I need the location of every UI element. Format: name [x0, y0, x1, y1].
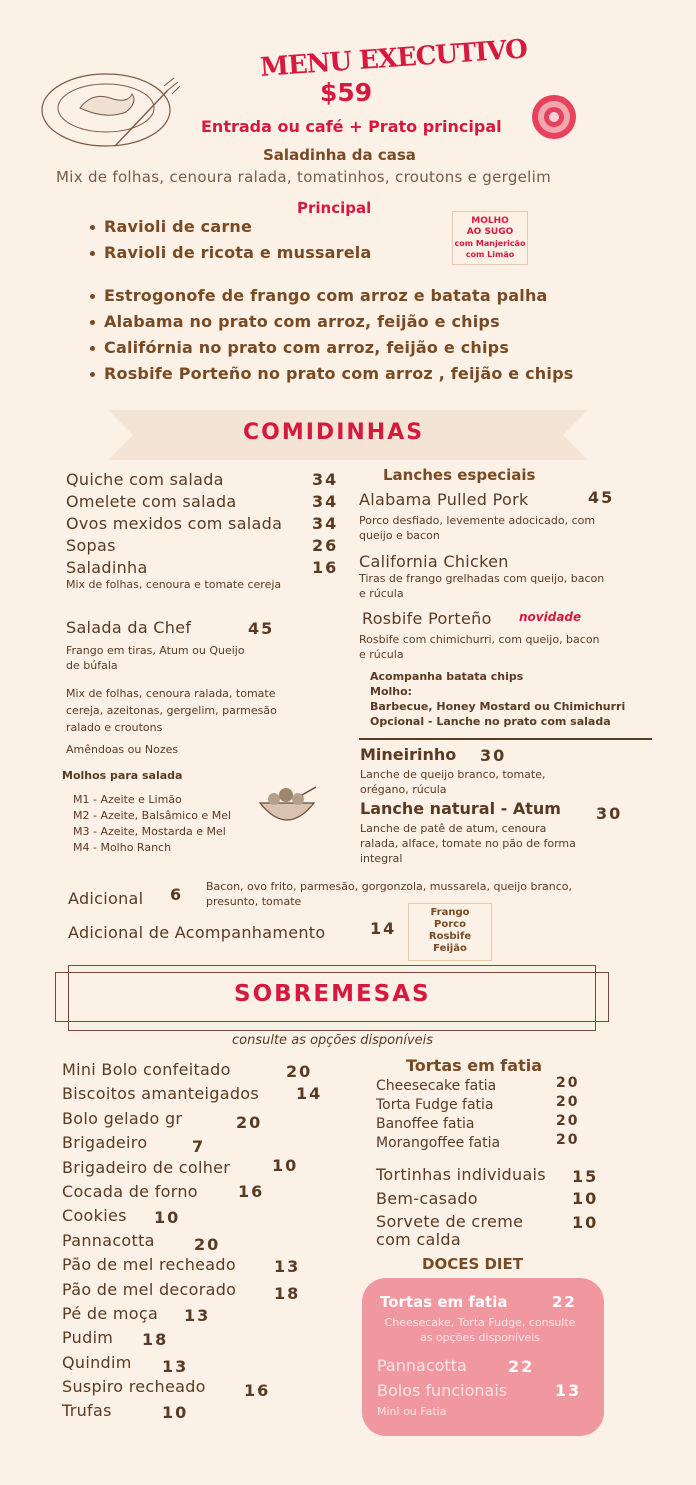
- mineirinho-price: 30: [480, 746, 507, 765]
- list-item: M3 - Azeite, Mostarda e Mel: [73, 825, 226, 838]
- adicional-acomp-price: 14: [370, 919, 397, 938]
- menu-item: Sorvete de creme com calda 10: [376, 1212, 599, 1249]
- starter-desc: Mix de folhas, cenoura ralada, tomatinhos, croutons e gergelim: [56, 168, 552, 186]
- menu-item: Cocada de forno 16: [62, 1181, 265, 1201]
- lanches-title: Lanches especiais: [383, 466, 536, 484]
- menu-item: Ovos mexidos com salada 34: [66, 514, 339, 533]
- california-name: California Chicken: [359, 552, 509, 571]
- flower-icon: [526, 94, 582, 140]
- list-item: Alabama no prato com arroz, feijão e chips: [88, 312, 573, 338]
- menu-title: MENU EXECUTIVO: [259, 34, 528, 83]
- list-item: Estrogonofe de frango com arroz e batata palha: [88, 286, 573, 312]
- menu-item: Cheesecake fatia 20: [376, 1075, 580, 1094]
- menu-item: Trufas 10: [62, 1401, 189, 1423]
- menu-item: Pé de moça 13: [62, 1303, 211, 1325]
- menu-item: Brigadeiro 7: [62, 1133, 206, 1157]
- chef-salad-desc: Amêndoas ou Nozes: [66, 743, 179, 756]
- menu-item: Saladinha 16: [66, 558, 339, 577]
- tortas-list: [376, 1075, 586, 1151]
- salad-bowl-icon: [256, 785, 318, 827]
- diet-bolos: Bolos funcionais: [377, 1381, 508, 1400]
- diet-bolos-desc: Mini ou Fatia: [377, 1405, 447, 1418]
- mineirinho-desc: Lanche de queijo branco, tomate, orégano, rúcula: [360, 768, 546, 796]
- sobremesas-title: SOBREMESAS: [234, 981, 431, 1007]
- principal-title: Principal: [297, 199, 372, 217]
- alabama-desc: Porco desfiado, levemente adocicado, com queijo e bacon: [359, 514, 596, 542]
- chef-salad-desc: Mix de folhas, cenoura ralada, tomate cereja, azeitonas, gergelim, parmesão ralado e croutons: [66, 687, 277, 734]
- menu-item: Cookies 10: [62, 1206, 181, 1228]
- menu-item: Morangoffee fatia 20: [376, 1132, 580, 1151]
- menu-item: Biscoitos amanteigados 14: [62, 1084, 323, 1104]
- alabama-price: 45: [588, 488, 615, 507]
- menu-item: Bolo gelado gr 20: [62, 1108, 263, 1132]
- menu-item: Suspiro recheado 16: [62, 1377, 271, 1401]
- list-item: M4 - Molho Ranch: [73, 841, 172, 854]
- menu-item: Pudim 18: [62, 1328, 169, 1350]
- chef-salad-price: 45: [248, 619, 275, 638]
- menu-item: Banoffee fatia 20: [376, 1113, 580, 1132]
- adicional-price: 6: [170, 885, 184, 904]
- adicional-desc: Bacon, ovo frito, parmesão, gorgonzola, mussarela, queijo branco, presunto, tomate: [206, 880, 573, 908]
- ravioli-list: [88, 217, 371, 269]
- menu-item: Sopas 26: [66, 536, 339, 555]
- novidade-badge: novidade: [519, 610, 582, 624]
- menu-item: Quindim 13: [62, 1352, 189, 1376]
- menu-item: Tortinhas individuais 15: [376, 1165, 599, 1186]
- sauce-badge: MOLHO AO SUGO com Manjericão com Limão: [452, 211, 528, 265]
- list-item: Rosbife Porteño no prato com arroz , feijão e chips: [88, 364, 573, 390]
- diet-tortas-desc: Cheesecake, Torta Fudge, consulte as opções disponíveis: [384, 1316, 576, 1344]
- alabama-name: Alabama Pulled Pork: [359, 490, 529, 509]
- rosbife-name: Rosbife Porteño: [362, 609, 492, 628]
- list-item: M2 - Azeite, Balsâmico e Mel: [73, 809, 232, 822]
- chef-salad-name: Salada da Chef: [66, 618, 192, 637]
- diet-pannacotta: Pannacotta: [377, 1356, 467, 1375]
- menu-item: Pão de mel recheado 13: [62, 1255, 301, 1277]
- menu-item: Torta Fudge fatia 20: [376, 1094, 580, 1113]
- sobremesas-subtitle: consulte as opções disponíveis: [232, 1033, 434, 1048]
- diet-bolos-price: 13: [555, 1381, 582, 1400]
- california-desc: Tiras de frango grelhadas com queijo, bacon e rúcula: [359, 572, 605, 600]
- principal-list: [88, 286, 573, 390]
- menu-item: Mini Bolo confeitado 20: [62, 1060, 313, 1081]
- menu-item: Pão de mel decorado 18: [62, 1279, 301, 1303]
- desserts-list: [62, 1060, 342, 1426]
- list-item: M1 - Azeite e Limão: [73, 793, 182, 806]
- chef-salad-desc: Frango em tiras, Atum ou Queijo de búfala: [66, 644, 245, 672]
- acomp-options: Frango Porco Rosbife Feijão: [408, 903, 492, 961]
- natural-price: 30: [596, 804, 623, 823]
- natural-name: Lanche natural - Atum: [360, 799, 561, 818]
- menu-item: Bem-casado 10: [376, 1189, 599, 1208]
- menu-item: Pannacotta 20: [62, 1230, 221, 1254]
- dressings-list: [73, 792, 273, 856]
- adicional-name: Adicional: [68, 889, 144, 908]
- other-desserts: [376, 1165, 601, 1253]
- rosbife-desc: Rosbife com chimichurri, com queijo, bacon e rúcula: [359, 633, 600, 661]
- diet-title: DOCES DIET: [422, 1255, 523, 1273]
- list-item: Califórnia no prato com arroz, feijão e chips: [88, 338, 573, 364]
- starter-title: Saladinha da casa: [263, 146, 416, 164]
- saladinha-desc: Mix de folhas, cenoura e tomate cereja: [66, 578, 282, 591]
- menu-item: Quiche com salada 34: [66, 470, 339, 489]
- adicional-acomp-name: Adicional de Acompanhamento: [68, 923, 326, 942]
- natural-desc: Lanche de patê de atum, cenoura ralada, alface, tomate no pão de forma integral: [360, 822, 576, 865]
- menu-item: Brigadeiro de colher 10: [62, 1155, 299, 1177]
- diet-tortas-name: Tortas em fatia: [380, 1293, 508, 1311]
- divider: [359, 738, 652, 740]
- diet-pannacotta-price: 22: [508, 1357, 535, 1376]
- list-item: Ravioli de ricota e mussarela: [88, 243, 371, 269]
- plate-illustration: [40, 68, 180, 158]
- tortas-title: Tortas em fatia: [406, 1056, 542, 1075]
- menu-subtitle: Entrada ou café + Prato principal: [201, 117, 502, 136]
- acompanha-info: Acompanha batata chips Molho: Barbecue, Honey Mostard ou Chimichurri Opcional - Lanche no prato com salada: [370, 670, 626, 728]
- mineirinho-name: Mineirinho: [360, 745, 457, 764]
- diet-tortas-price: 22: [552, 1293, 577, 1311]
- dressings-title: Molhos para salada: [62, 769, 183, 782]
- menu-item: Omelete com salada 34: [66, 492, 339, 511]
- list-item: Ravioli de carne: [88, 217, 371, 243]
- comidinhas-list: [66, 470, 341, 580]
- menu-price: $59: [320, 78, 373, 107]
- comidinhas-title: COMIDINHAS: [243, 420, 425, 445]
